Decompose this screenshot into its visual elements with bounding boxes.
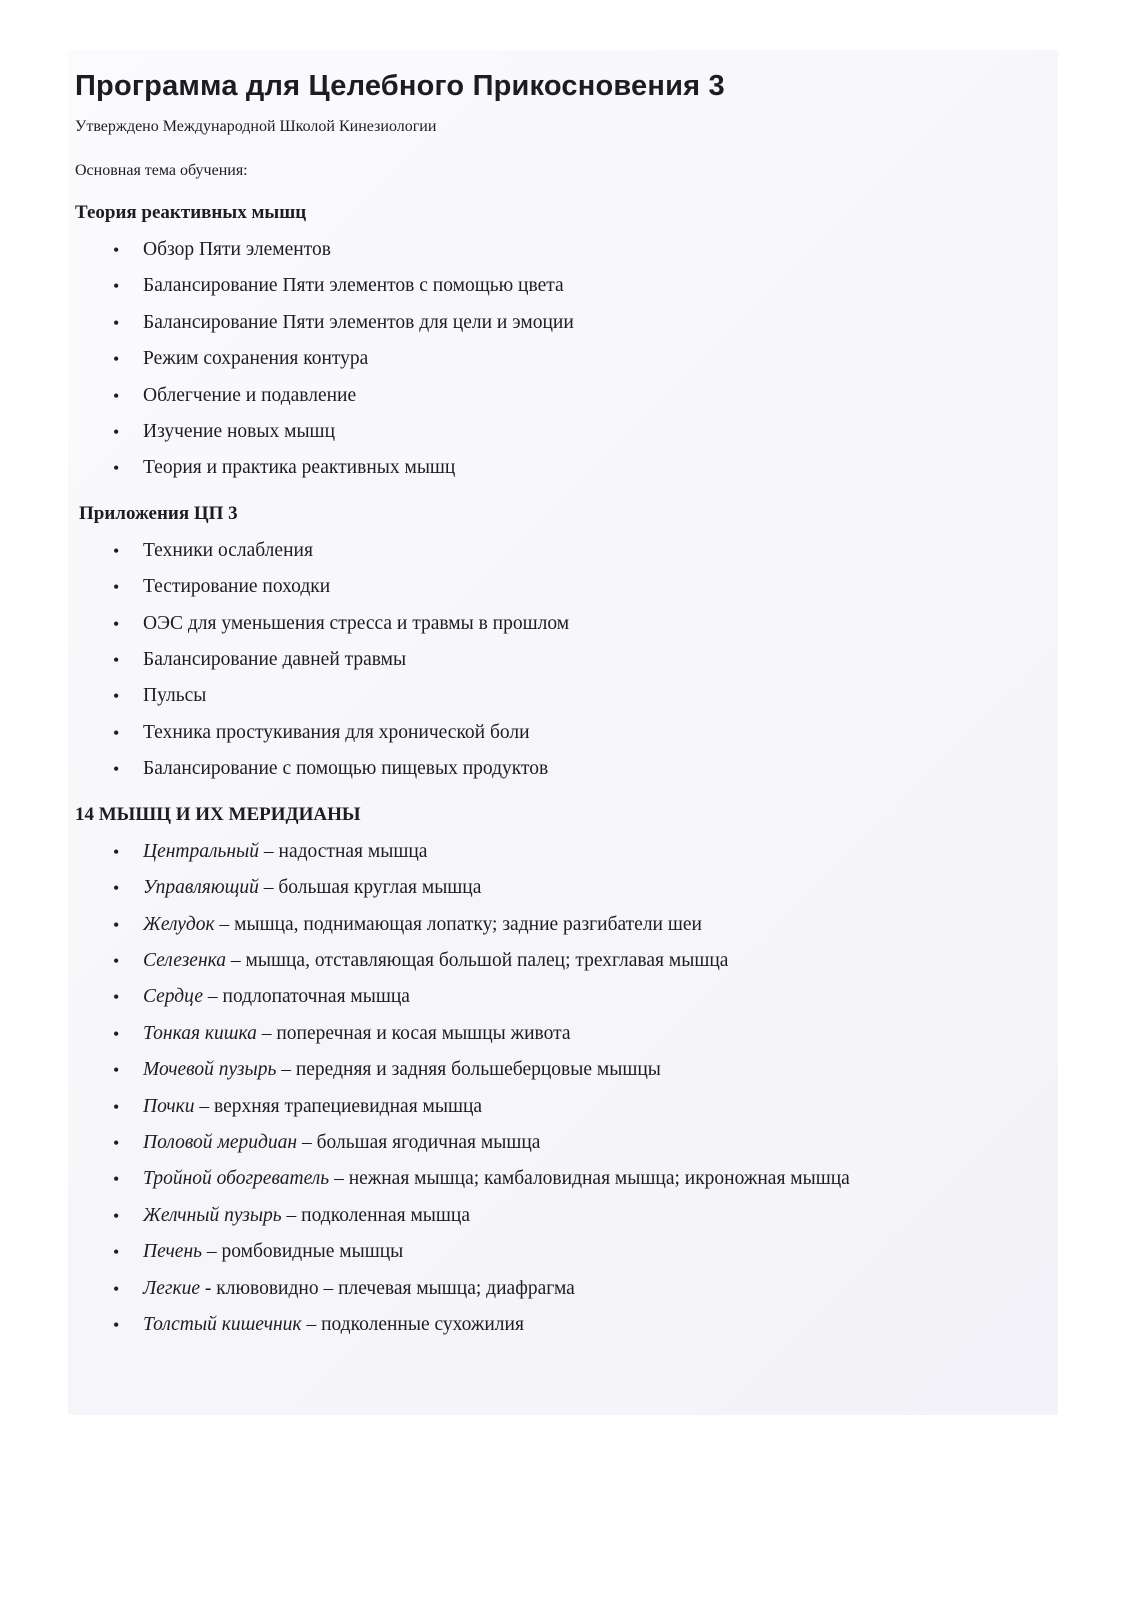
list-item (113, 1125, 1045, 1161)
list-item: • Балансирование с помощью пищевых продуктов (113, 751, 1045, 787)
muscles-meridians-list (75, 834, 1045, 1344)
list-item: • Пульсы (113, 678, 1045, 714)
muscle-description: подколенные сухожилия (321, 1313, 524, 1335)
list-item (113, 979, 1045, 1015)
meridian-name: Управляющий (143, 877, 259, 899)
muscle-description: нежная мышца; камбаловидная мышца; икроножная мышца (348, 1168, 850, 1190)
separator: – (226, 949, 246, 971)
muscle-description: верхняя трапециевидная мышца (214, 1095, 483, 1117)
list-item (113, 1234, 1045, 1270)
main-topic-label: Основная тема обучения: (75, 162, 248, 179)
muscle-description: большая круглая мышца (278, 877, 482, 899)
muscle-description: ромбовидные мышцы (221, 1241, 404, 1263)
separator: – (203, 986, 223, 1008)
meridian-name: Желчный пузырь (143, 1204, 282, 1226)
muscle-description: клювовидно – плечевая мышца; диафрагма (216, 1277, 575, 1299)
meridian-name: Тройной обогреватель (143, 1168, 330, 1190)
meridian-name: Толстый кишечник (143, 1313, 302, 1335)
list-item: • Режим сохранения контура (113, 341, 1045, 377)
meridian-name: Печень (143, 1241, 202, 1263)
list-item: • Балансирование давней травмы (113, 642, 1045, 678)
list-item (113, 1271, 1045, 1307)
separator: – (194, 1095, 215, 1117)
meridian-name: Сердце (143, 986, 204, 1008)
meridian-name: Селезенка (143, 949, 227, 971)
approval-line: Утверждено Международной Школой Кинезиологии (75, 118, 437, 135)
meridian-name: Мочевой пузырь (143, 1059, 277, 1081)
list-item (113, 870, 1045, 906)
list-item (113, 943, 1045, 979)
applications-list (75, 533, 1045, 788)
list-item (113, 1089, 1045, 1125)
separator: – (256, 1022, 277, 1044)
page-title: Программа для Целебного Прикосновения 3 (75, 70, 725, 102)
list-item (113, 834, 1045, 870)
separator: – (202, 1241, 222, 1263)
muscle-description: подколенная мышца (301, 1204, 470, 1226)
list-item: • Балансирование Пяти элементов с помощью цвета (113, 268, 1045, 304)
separator: – (214, 913, 235, 935)
muscle-description: большая ягодичная мышца (316, 1131, 541, 1153)
muscle-description: подлопаточная мышца (222, 986, 410, 1008)
list-item (113, 1307, 1045, 1343)
list-item: • Техника простукивания для хронической боли (113, 715, 1045, 751)
list-item: • Обзор Пяти элементов (113, 232, 1045, 268)
list-item: • ОЭС для уменьшения стресса и травмы в прошлом (113, 606, 1045, 642)
document-body (75, 66, 1045, 1343)
separator: – (301, 1313, 322, 1335)
muscle-description: мышца, отставляющая большой палец; трехглавая мышца (245, 949, 729, 971)
meridian-name: Тонкая кишка (143, 1022, 257, 1044)
meridian-name: Почки (143, 1095, 195, 1117)
muscle-description: поперечная и косая мышцы живота (276, 1022, 571, 1044)
muscle-description: надостная мышца (278, 840, 428, 862)
separator: – (281, 1204, 302, 1226)
meridian-name: Желудок (143, 913, 215, 935)
separator: – (297, 1131, 317, 1153)
separator: - (200, 1277, 217, 1299)
list-item: • Изучение новых мышц (113, 414, 1045, 450)
section-heading-reactive-muscles: Теория реактивных мышц (75, 202, 307, 223)
list-item: • Балансирование Пяти элементов для цели и эмоции (113, 305, 1045, 341)
list-item (113, 907, 1045, 943)
muscle-description: мышца, поднимающая лопатку; задние разгибатели шеи (234, 913, 702, 935)
list-item: • Техники ослабления (113, 533, 1045, 569)
separator: – (329, 1168, 349, 1190)
separator: – (259, 840, 279, 862)
list-item: • Тестирование походки (113, 569, 1045, 605)
meridian-name: Половой меридиан (143, 1131, 298, 1153)
list-item (113, 1052, 1045, 1088)
reactive-muscles-list (75, 232, 1045, 487)
section-heading-muscles-meridians: 14 МЫШЦ И ИХ МЕРИДИАНЫ (75, 803, 361, 825)
section-heading-applications: Приложения ЦП 3 (79, 502, 238, 524)
separator: – (276, 1059, 296, 1081)
muscle-description: передняя и задняя большеберцовые мышцы (295, 1059, 661, 1081)
list-item (113, 1161, 1045, 1197)
list-item (113, 1016, 1045, 1052)
list-item: • Теория и практика реактивных мышц (113, 450, 1045, 486)
meridian-name: Легкие (143, 1277, 200, 1299)
separator: – (258, 877, 279, 899)
list-item: • Облегчение и подавление (113, 378, 1045, 414)
list-item (113, 1198, 1045, 1234)
meridian-name: Центральный (143, 840, 260, 862)
